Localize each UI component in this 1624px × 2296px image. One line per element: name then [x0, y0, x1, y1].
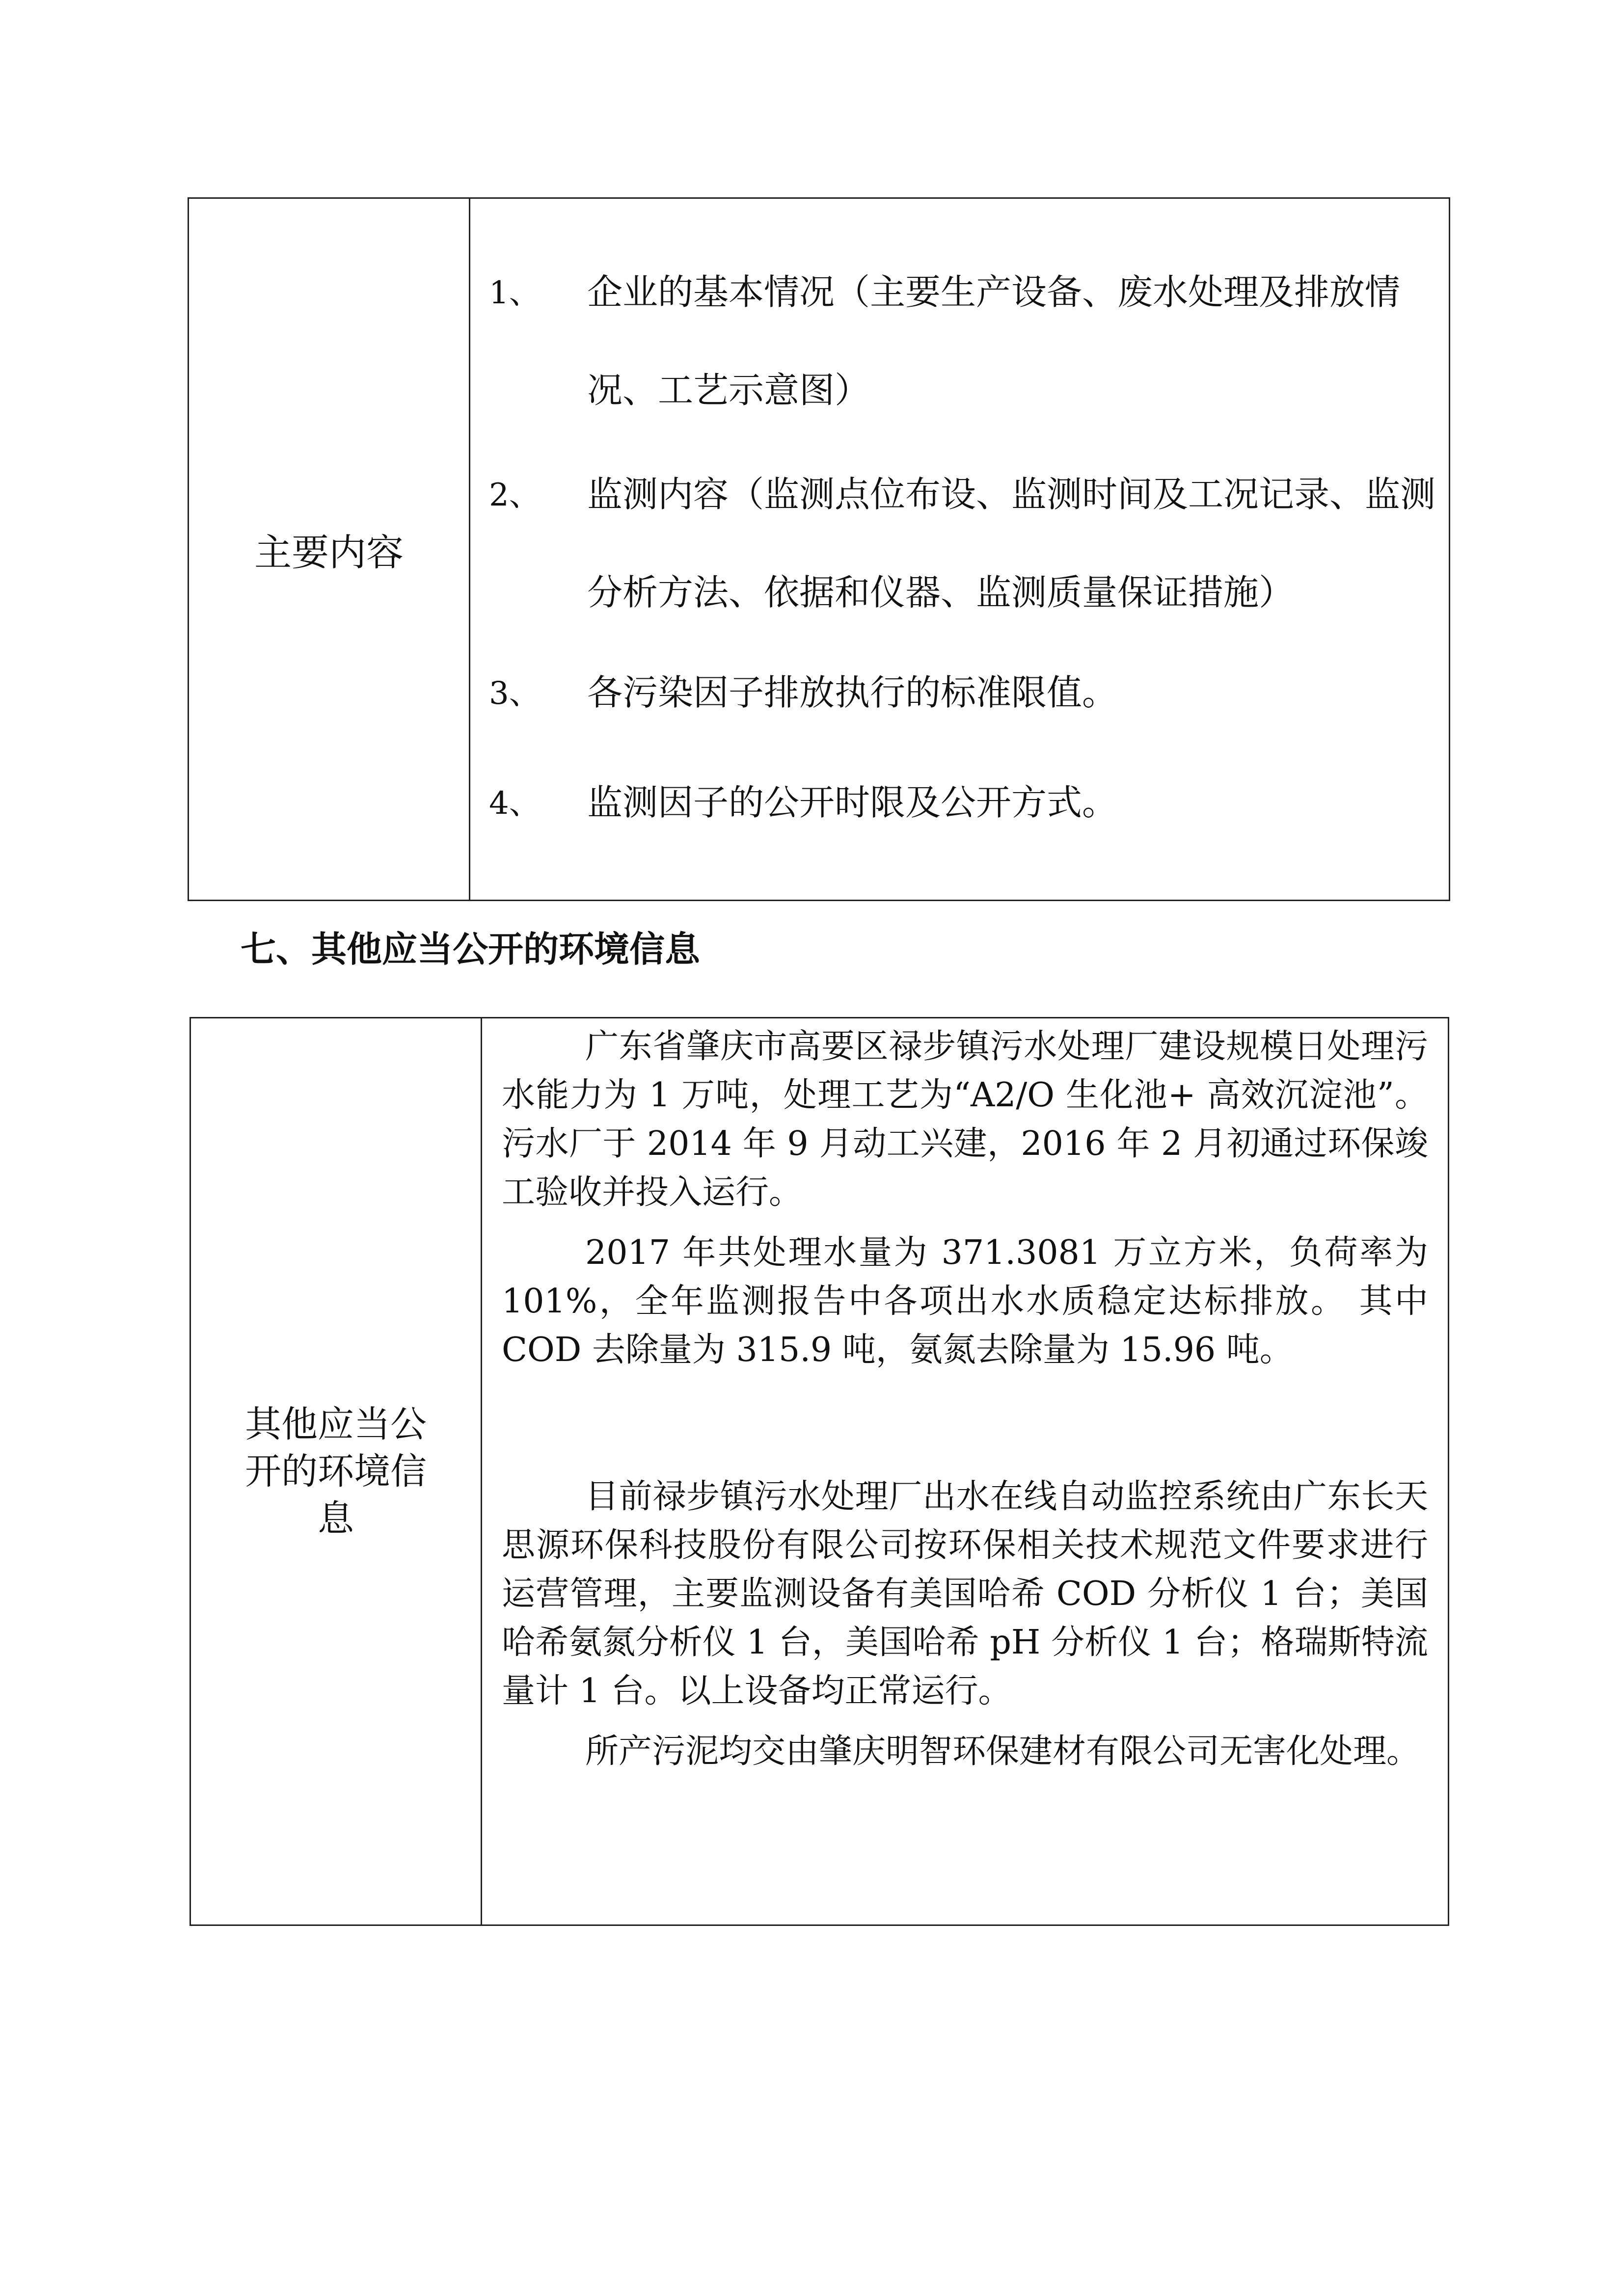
list-item-number: 3、 — [489, 675, 541, 712]
paragraph: 目前禄步镇污水处理厂出水在线自动监控系统由广东长天思源环保科技股份有限公司按环保相关技术规范文件要求进行运营管理，主要监测设备有美国哈希 COD 分析仪 1 台；美国哈希氨氮分析仪 1 台，美国哈希 pH 分析仪 1 台；格瑞斯特流量计 1 台。以上设备均正常运行。 — [502, 1477, 1428, 1710]
list-item-text: 监测因子的公开时限及公开方式。 — [587, 782, 1118, 823]
list-item-text: 监测内容（监测点位布设、监测时间及工况记录、监测分析方法、依据和仪器、监测质量保证措施） — [587, 474, 1436, 613]
other-info-table — [189, 1017, 1449, 1926]
list-item-number: 4、 — [489, 785, 541, 822]
list-item-text: 各污染因子排放执行的标准限值。 — [587, 672, 1118, 713]
main-contents-table — [188, 197, 1450, 901]
paragraph: 广东省肇庆市高要区禄步镇污水处理厂建设规模日处理污水能力为 1 万吨，处理工艺为“A2/O 生化池+ 高效沉淀池”。 污水厂于 2014 年 9 月动工兴建，2016 年 2 月初通过环保竣工验收并投入运行。 — [502, 1027, 1428, 1212]
other-info-label-text: 其他应当公开的环境信息 — [245, 1403, 427, 1540]
main-contents-label: 主要内容 — [189, 198, 470, 901]
list-item-number: 1、 — [489, 275, 541, 311]
main-contents-cell — [470, 198, 1450, 901]
list-item-text: 企业的基本情况（主要生产设备、废水处理及排放情况、工艺示意图） — [587, 271, 1401, 411]
paragraph: 所产污泥均交由肇庆明智环保建材有限公司无害化处理。 — [585, 1732, 1420, 1771]
other-info-cell — [482, 1018, 1449, 1925]
section-heading: 七、其他应当公开的环境信息 — [241, 929, 701, 970]
list-item-number: 2、 — [489, 477, 541, 513]
other-info-label — [190, 1018, 482, 1925]
paragraph: 2017 年共处理水量为 371.3081 万立方米，负荷率为 101%，全年监测报告中各项出水水质稳定达标排放。 其中 COD 去除量为 315.9 吨，氨氮去除量为 15.96 吨。 — [502, 1233, 1428, 1369]
